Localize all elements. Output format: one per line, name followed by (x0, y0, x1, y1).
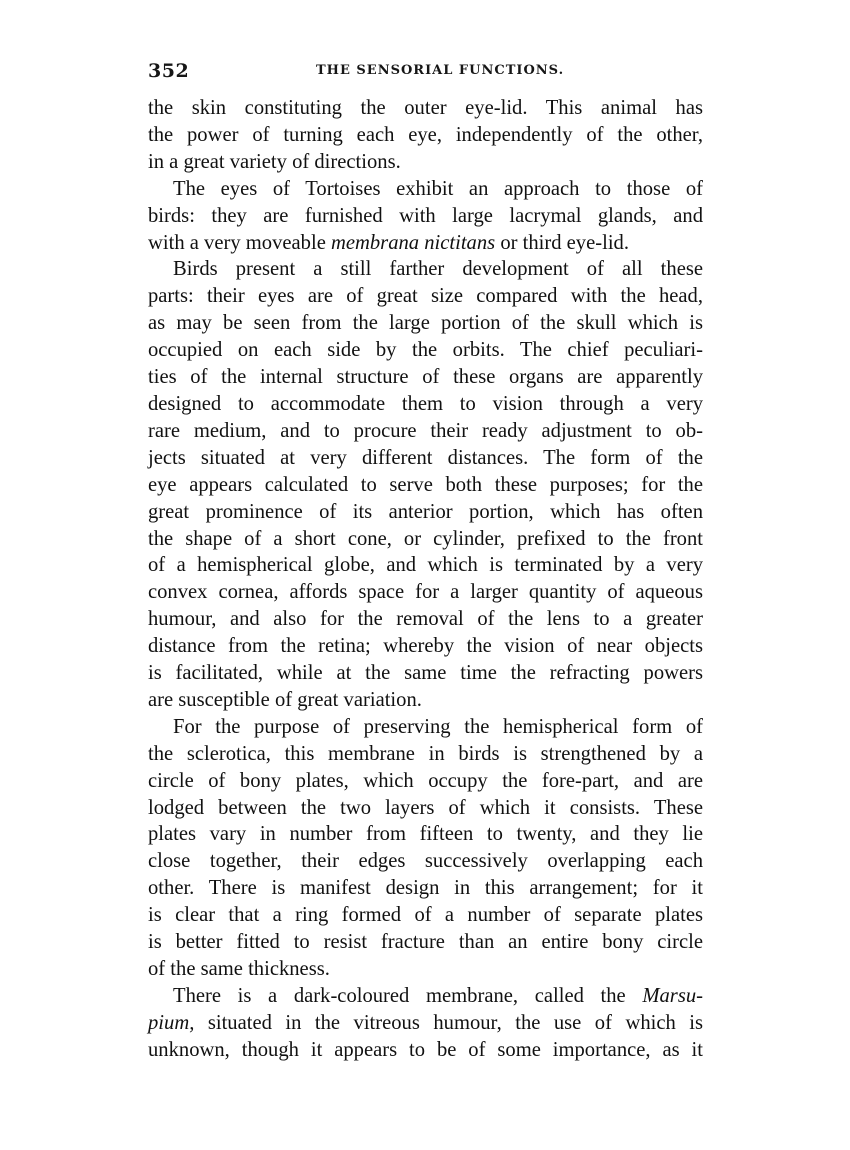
text-line: is better fitted to resist fracture than an entire bony circle (148, 931, 703, 954)
text-line: in a great variety of directions. (148, 150, 401, 173)
text-line: ties of the internal structure of these organs are apparently (148, 366, 703, 389)
italic-term: membrana nictitans (331, 231, 496, 254)
paragraph-3 (148, 256, 703, 713)
text-line: eye appears calculated to serve both these purposes; for the (148, 473, 703, 496)
italic-term: Marsu- (642, 984, 703, 1007)
paragraph-5 (148, 983, 703, 1064)
text-line: unknown, though it appears to be of some importance, as it (148, 1038, 703, 1061)
paragraph-1 (148, 95, 703, 176)
paragraph-4 (148, 714, 703, 983)
text-line: the skin constituting the outer eye-lid. This animal has (148, 97, 703, 119)
text-line: convex cornea, affords space for a larger quantity of aqueous (148, 581, 703, 604)
text-line: For the purpose of preserving the hemispherical form of (173, 715, 703, 738)
text-line: are susceptible of great variation. (148, 688, 422, 711)
text-line: occupied on each side by the orbits. The chief peculiari- (148, 339, 703, 362)
text-line (148, 1010, 703, 1037)
paragraph-2 (148, 176, 703, 257)
text-line: jects situated at very different distances. The form of the (148, 446, 703, 469)
text-line: The eyes of Tortoises exhibit an approach to those of (173, 177, 703, 200)
running-title: THE SENSORIAL FUNCTIONS. (316, 63, 565, 78)
text-line (148, 230, 703, 257)
text-line: great prominence of its anterior portion, which has often (148, 500, 703, 523)
text-line: humour, and also for the removal of the lens to a greater (148, 608, 703, 631)
text-line: is clear that a ring formed of a number of separate plates (148, 904, 703, 927)
text-line: the shape of a short cone, or cylinder, prefixed to the front (148, 527, 703, 550)
text-line: distance from the retina; whereby the vision of near objects (148, 635, 703, 658)
text-line: birds: they are furnished with large lacrymal glands, and (148, 204, 703, 227)
text-line: the sclerotica, this membrane in birds is strengthened by a (148, 742, 703, 765)
text-line: Birds present a still farther development of all these (173, 258, 703, 281)
text-line: is facilitated, while at the same time the refracting powers (148, 662, 703, 685)
text-span: or third eye-lid. (495, 231, 629, 254)
text-line: rare medium, and to procure their ready adjustment to ob- (148, 419, 703, 442)
text-line: close together, their edges successively overlapping each (148, 850, 703, 873)
text-line (148, 983, 703, 1010)
text-line: of the same thickness. (148, 958, 330, 980)
page-header (148, 60, 703, 86)
text-line: circle of bony plates, which occupy the fore-part, and are (148, 769, 703, 792)
text-line: plates vary in number from fifteen to twenty, and they lie (148, 823, 703, 846)
text-line: lodged between the two layers of which it consists. These (148, 796, 703, 819)
text-line: the power of turning each eye, independently of the other, (148, 123, 703, 146)
text-line: parts: their eyes are of great size compared with the head, (148, 285, 703, 308)
text-line: as may be seen from the large portion of the skull which is (148, 312, 703, 335)
text-line: designed to accommodate them to vision through a very (148, 392, 703, 415)
text-line: of a hemispherical globe, and which is terminated by a very (148, 554, 703, 577)
text-span: situated in the vitreous humour, the use of which is (194, 1011, 703, 1034)
page-number: 352 (148, 60, 190, 82)
italic-term: pium, (148, 1011, 195, 1034)
text-span: There is a dark-coloured membrane, called the (173, 984, 643, 1007)
text-line: other. There is manifest design in this arrangement; for it (148, 877, 703, 900)
body-text (148, 95, 703, 1064)
text-span: with a very moveable (148, 231, 331, 254)
